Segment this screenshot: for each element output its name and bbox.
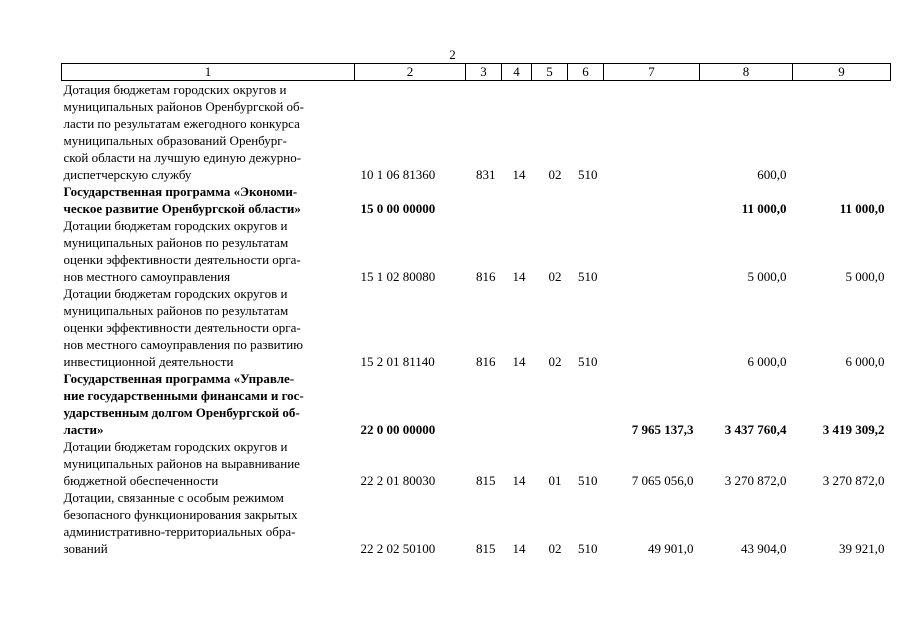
column-header-6: 6 [568, 64, 604, 81]
table-row [62, 217, 891, 285]
header-row [62, 64, 891, 81]
column-header-8: 8 [700, 64, 793, 81]
row-description: Государственная программа «Экономи- ческое развитие Оренбургской области» [63, 184, 301, 216]
section-code [502, 370, 532, 438]
row-description: Дотации бюджетам городских округов и муниципальных районов по результатам оценки эффективности деятельности орга- нов местного самоуправления по развитию инвестиционной деятельности [63, 286, 303, 369]
amount-column-9: 3 419 309,2 [822, 422, 885, 437]
column-header-2: 2 [355, 64, 466, 81]
section-code: 14 [512, 167, 526, 182]
expense-type-code: 510 [578, 167, 598, 182]
expense-type-code: 510 [578, 541, 598, 556]
table-row [62, 370, 891, 438]
target-article-code: 22 2 01 80030 [360, 473, 436, 488]
subsection-code: 02 [548, 541, 562, 556]
budget-table [61, 63, 891, 557]
column-header-5: 5 [532, 64, 568, 81]
amount-column-7 [604, 285, 700, 370]
ministry-code [466, 370, 502, 438]
target-article-code: 10 1 06 81360 [360, 167, 436, 182]
table-header [62, 64, 891, 81]
subsection-code [532, 183, 568, 217]
ministry-code: 815 [476, 473, 496, 488]
amount-column-9: 3 270 872,0 [822, 473, 885, 488]
table-row [62, 285, 891, 370]
column-header-7: 7 [604, 64, 700, 81]
amount-column-8: 43 904,0 [741, 541, 787, 556]
amount-column-8: 3 270 872,0 [724, 473, 787, 488]
row-description: Дотации бюджетам городских округов и муниципальных районов на выравнивание бюджетной обеспеченности [63, 439, 300, 488]
subsection-code [532, 370, 568, 438]
table-row [62, 489, 891, 557]
expense-type-code: 510 [578, 473, 598, 488]
target-article-code: 15 2 01 81140 [360, 354, 435, 369]
amount-column-7: 49 901,0 [648, 541, 694, 556]
page-number: 2 [449, 47, 456, 62]
amount-column-7 [604, 183, 700, 217]
row-description: Государственная программа «Управле- ние государственными финансами и гос- ударственным долгом Оренбургской об- ласти» [63, 371, 304, 437]
table-body [62, 81, 891, 558]
section-code: 14 [512, 269, 526, 284]
amount-column-8: 11 000,0 [741, 201, 787, 216]
target-article-code: 22 0 00 00000 [360, 422, 436, 437]
ministry-code: 815 [476, 541, 496, 556]
subsection-code: 01 [548, 473, 562, 488]
target-article-code: 15 1 02 80080 [360, 269, 436, 284]
target-article-code: 22 2 02 50100 [360, 541, 436, 556]
amount-column-7: 7 965 137,3 [631, 422, 694, 437]
expense-type-code [568, 183, 604, 217]
expense-type-code: 510 [578, 354, 598, 369]
section-code: 14 [512, 541, 526, 556]
section-code: 14 [512, 473, 526, 488]
section-code [502, 183, 532, 217]
amount-column-7 [604, 217, 700, 285]
section-code: 14 [512, 354, 526, 369]
amount-column-9: 5 000,0 [845, 269, 885, 284]
amount-column-9: 6 000,0 [845, 354, 885, 369]
column-header-4: 4 [502, 64, 532, 81]
ministry-code [466, 183, 502, 217]
row-description: Дотации, связанные с особым режимом безопасного функционирования закрытых административно-территориальных обра- зований [63, 490, 298, 556]
expense-type-code [568, 370, 604, 438]
subsection-code: 02 [548, 269, 562, 284]
column-header-1: 1 [62, 64, 355, 81]
row-description: Дотации бюджетам городских округов и муниципальных районов по результатам оценки эффективности деятельности орга- нов местного самоуправления [63, 218, 301, 284]
amount-column-7: 7 065 056,0 [631, 473, 694, 488]
row-description: Дотация бюджетам городских округов и муниципальных районов Оренбургской об- ласти по результатам ежегодного конкурса муниципальных образований Оренбург- ской области на лучшую единую дежурно- диспетчерскую службу [63, 82, 304, 182]
expense-type-code: 510 [578, 269, 598, 284]
column-header-9: 9 [793, 64, 891, 81]
amount-column-9: 39 921,0 [839, 541, 885, 556]
amount-column-8: 3 437 760,4 [724, 422, 787, 437]
amount-column-8: 5 000,0 [747, 269, 787, 284]
table-row [62, 183, 891, 217]
ministry-code: 831 [476, 167, 496, 182]
subsection-code: 02 [548, 354, 562, 369]
table-row [62, 438, 891, 489]
ministry-code: 816 [476, 354, 496, 369]
ministry-code: 816 [476, 269, 496, 284]
amount-column-8: 600,0 [757, 167, 787, 182]
amount-column-7 [604, 81, 700, 184]
amount-column-8: 6 000,0 [747, 354, 787, 369]
subsection-code: 02 [548, 167, 562, 182]
target-article-code: 15 0 00 00000 [360, 201, 436, 216]
column-header-3: 3 [466, 64, 502, 81]
amount-column-9: 11 000,0 [839, 201, 885, 216]
table-row [62, 81, 891, 184]
amount-column-9 [793, 81, 891, 184]
